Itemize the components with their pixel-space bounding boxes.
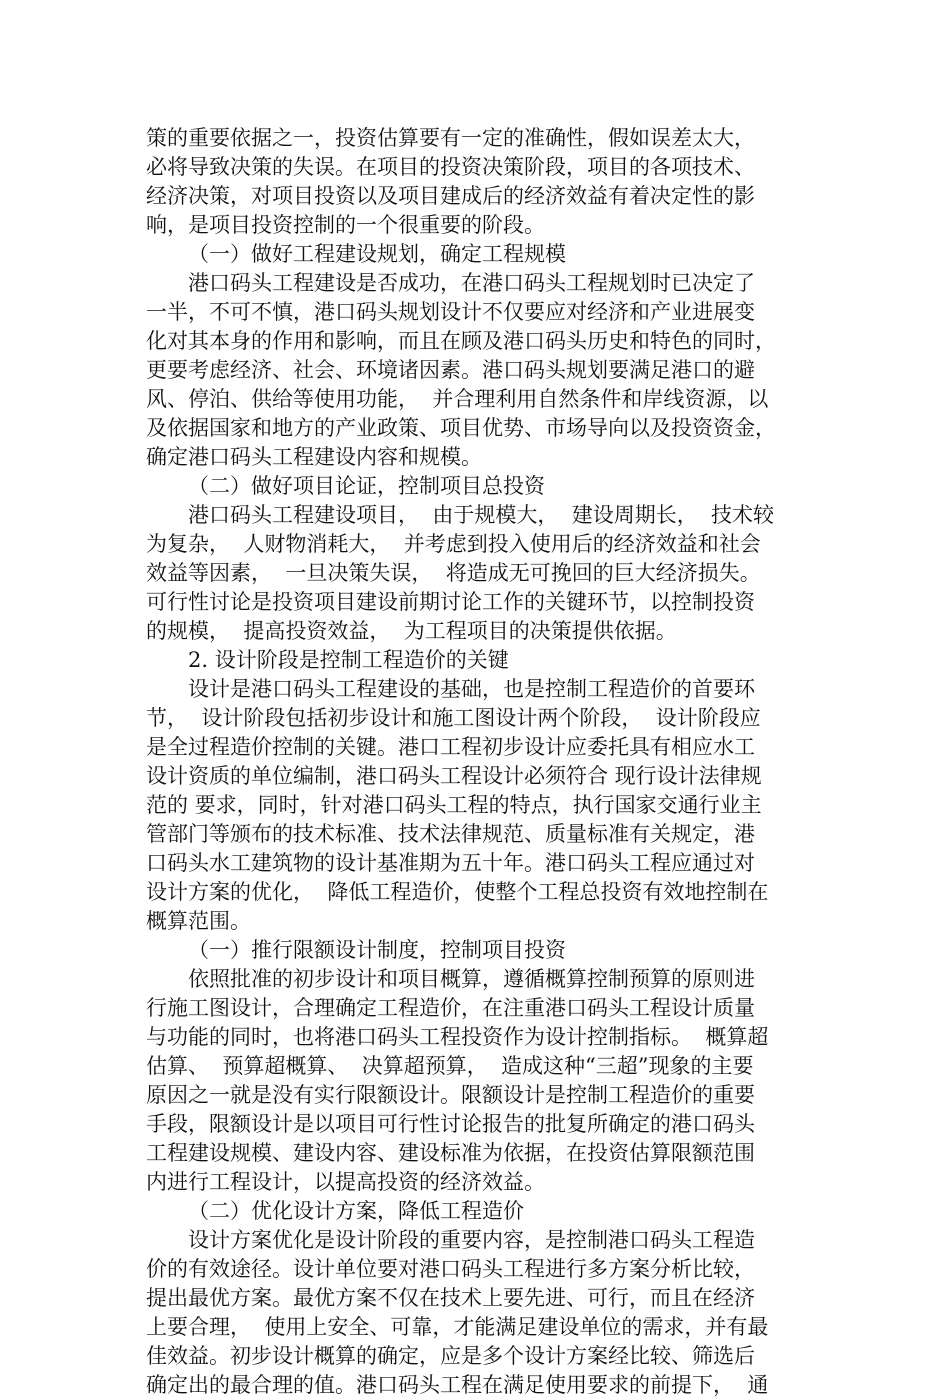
paragraph-start: 依照批准的初步设计和项目概算，遵循概算控制预算的原则进 bbox=[188, 967, 755, 991]
text-line: 响，是项目投资控制的一个很重要的阶段。 bbox=[146, 213, 545, 237]
text-line: 与功能的同时，也将港口码头工程投资作为设计控制指标。 概算超 bbox=[146, 1025, 769, 1049]
section-heading: （一）做好工程建设规划，确定工程规模 bbox=[188, 242, 566, 266]
text-line: 口码头水工建筑物的设计基准期为五十年。港口码头工程应通过对 bbox=[146, 851, 755, 875]
text-line: 风、停泊、供给等使用功能， 并合理利用自然条件和岸线资源，以 bbox=[146, 387, 769, 411]
text-line: 化对其本身的作用和影响，而且在顾及港口码头历史和特色的同时， bbox=[146, 329, 776, 353]
text-line: 行施工图设计，合理确定工程造价，在注重港口码头工程设计质量 bbox=[146, 996, 755, 1020]
text-line: 可行性讨论是投资项目建设前期讨论工作的关键环节，以控制投资 bbox=[146, 590, 755, 614]
text-line: 范的 要求，同时，针对港口码头工程的特点，执行国家交通行业主 bbox=[146, 793, 762, 817]
text-line: 确定出的最合理的值。港口码头工程在满足使用要求的前提下， 通 bbox=[146, 1373, 769, 1397]
text-line: 佳效益。初步设计概算的确定，应是多个设计方案经比较、筛选后 bbox=[146, 1344, 755, 1368]
text-line: 节， 设计阶段包括初步设计和施工图设计两个阶段， 设计阶段应 bbox=[146, 706, 761, 730]
text-line: 内进行工程设计，以提高投资的经济效益。 bbox=[146, 1170, 545, 1194]
section-heading: （二）优化设计方案，降低工程造价 bbox=[188, 1199, 524, 1223]
text-line: 上要合理， 使用上安全、可靠，才能满足建设单位的需求，并有最 bbox=[146, 1315, 769, 1339]
text-line: 原因之一就是没有实行限额设计。限额设计是控制工程造价的重要 bbox=[146, 1083, 755, 1107]
text-line: 一半，不可不慎，港口码头规划设计不仅要应对经济和产业进展变 bbox=[146, 300, 755, 324]
paragraph-start: 港口码头工程建设是否成功，在港口码头工程规划时已决定了 bbox=[188, 271, 755, 295]
text-line: 的规模， 提高投资效益， 为工程项目的决策提供依据。 bbox=[146, 619, 677, 643]
text-line: 为复杂， 人财物消耗大， 并考虑到投入使用后的经济效益和社会 bbox=[146, 532, 761, 556]
document-body bbox=[146, 124, 806, 1400]
text-line: 经济决策，对项目投资以及项目建成后的经济效益有着决定性的影 bbox=[146, 184, 755, 208]
text-line: 价的有效途径。设计单位要对港口码头工程进行多方案分析比较， bbox=[146, 1257, 755, 1281]
text-line: 及依据国家和地方的产业政策、项目优势、市场导向以及投资资金， bbox=[146, 416, 776, 440]
paragraph-start: 港口码头工程建设项目， 由于规模大， 建设周期长， 技术较 bbox=[188, 503, 775, 527]
text-line: 提出最优方案。最优方案不仅在技术上要先进、可行，而且在经济 bbox=[146, 1286, 755, 1310]
paragraph-start: 设计是港口码头工程建设的基础，也是控制工程造价的首要环 bbox=[188, 677, 755, 701]
text-line: 设计方案的优化， 降低工程造价，使整个工程总投资有效地控制在 bbox=[146, 880, 769, 904]
section-heading: （二）做好项目论证，控制项目总投资 bbox=[188, 474, 545, 498]
text-line: 策的重要依据之一，投资估算要有一定的准确性，假如误差太大， bbox=[146, 126, 755, 150]
section-heading: 2. 设计阶段是控制工程造价的关键 bbox=[188, 648, 509, 672]
paragraph-start: 设计方案优化是设计阶段的重要内容，是控制港口码头工程造 bbox=[188, 1228, 755, 1252]
text-line: 效益等因素， 一旦决策失误， 将造成无可挽回的巨大经济损失。 bbox=[146, 561, 761, 585]
text-line: 必将导致决策的失误。在项目的投资决策阶段，项目的各项技术、 bbox=[146, 155, 755, 179]
text-line: 管部门等颁布的技术标准、技术法律规范、质量标准有关规定，港 bbox=[146, 822, 755, 846]
text-line: 概算范围。 bbox=[146, 909, 251, 933]
text-line: 手段，限额设计是以项目可行性讨论报告的批复所确定的港口码头 bbox=[146, 1112, 755, 1136]
text-line: 确定港口码头工程建设内容和规模。 bbox=[146, 445, 482, 469]
text-line: 设计资质的单位编制，港口码头工程设计必须符合 现行设计法律规 bbox=[146, 764, 762, 788]
section-heading: （一）推行限额设计制度，控制项目投资 bbox=[188, 938, 566, 962]
text-line: 工程建设规模、建设内容、建设标准为依据，在投资估算限额范围 bbox=[146, 1141, 755, 1165]
text-line: 更要考虑经济、社会、环境诸因素。港口码头规划要满足港口的避 bbox=[146, 358, 755, 382]
text-line: 估算、 预算超概算、 决算超预算， 造成这种“三超”现象的主要 bbox=[146, 1054, 754, 1078]
text-line: 是全过程造价控制的关键。港口工程初步设计应委托具有相应水工 bbox=[146, 735, 755, 759]
